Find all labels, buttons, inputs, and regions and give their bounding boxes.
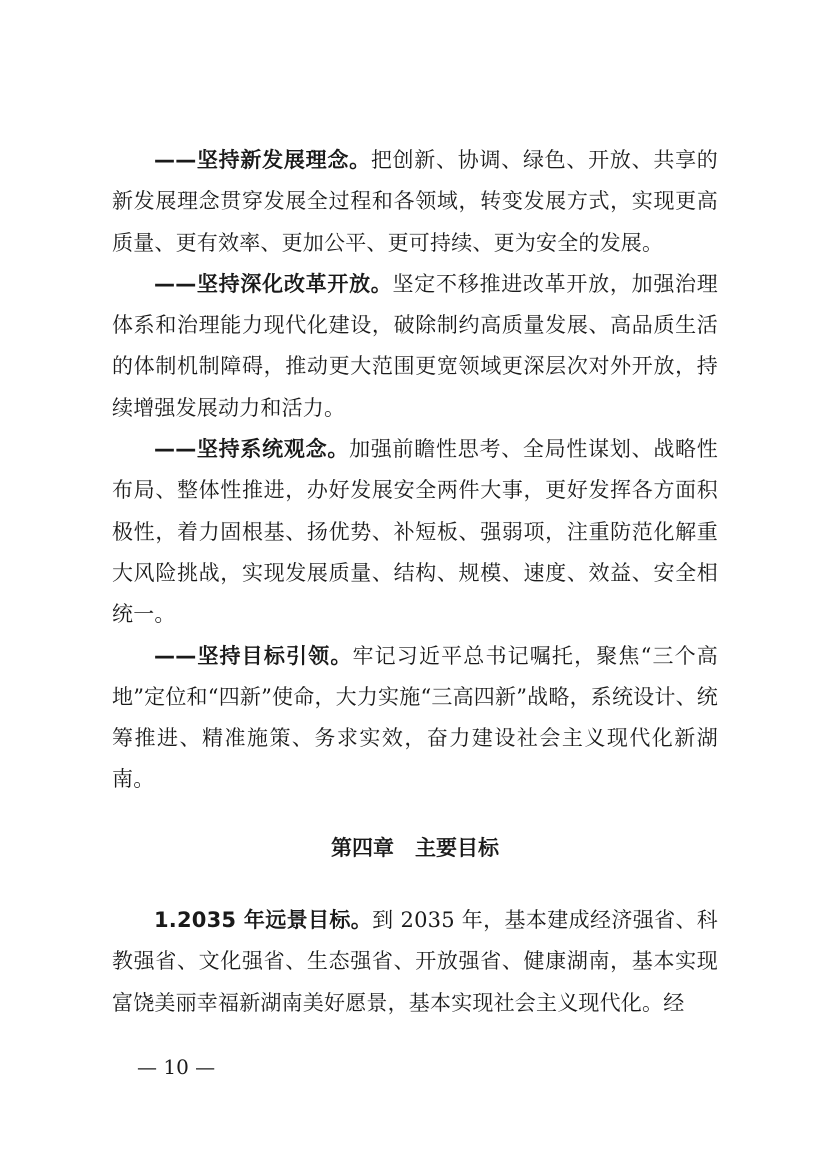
page-number: — 10 — xyxy=(137,1055,216,1079)
principle-text-2: 坚定不移推进改革开放，加强治理体系和治理能力现代化建设，破除制约高质量发展、高品质生活的体制机制障碍，推动更大范围更宽领域更深层次对外开放，持续增强发展动力和活力。 xyxy=(112,271,718,420)
chapter-title: 第四章 主要目标 xyxy=(331,836,499,860)
principle-heading-2: ——坚持深化改革开放。 xyxy=(154,271,393,296)
principle-paragraph-4 xyxy=(112,636,718,801)
document-page xyxy=(112,140,719,1015)
principle-text-3: 加强前瞻性思考、全局性谋划、战略性布局、整体性推进，办好发展安全两件大事，更好发挥各方面积极性，着力固根基、扬优势、补短板、强弱项，注重防范化解重大风险挑战，实现发展质量、结构、规模、速度、效益、安全相统一。 xyxy=(112,437,718,627)
principle-paragraph-2 xyxy=(112,264,718,429)
principle-text-1: 把创新、协调、绿色、开放、共享的新发展理念贯穿发展全过程和各领域，转变发展方式，实现更高质量、更有效率、更加公平、更可持续、更为安全的发展。 xyxy=(112,148,719,255)
principle-text-4: 牢记习近平总书记嘱托，聚焦“三个高地”定位和“四新”使命，大力实施“三高四新”战略，系统设计、统筹推进、精准施策、务求实效，奋力建设社会主义现代化新湖南。 xyxy=(112,643,718,792)
goal-text: 到 2035 年，基本建成经济强省、科教强省、文化强省、生态强省、开放强省、健康湖南，基本实现富饶美丽幸福新湖南美好愿景，基本实现社会主义现代化。经 xyxy=(112,908,719,1015)
principle-paragraph-1 xyxy=(112,140,718,264)
principle-paragraph-3 xyxy=(112,429,718,635)
principle-heading-4: ——坚持目标引领。 xyxy=(154,643,353,668)
goal-heading: 1.2035 年远景目标。 xyxy=(154,908,373,932)
goal-paragraph xyxy=(112,900,718,1024)
goals-section xyxy=(112,900,718,1024)
principle-heading-1: ——坚持新发展理念。 xyxy=(154,148,371,172)
principle-heading-3: ——坚持系统观念。 xyxy=(154,437,350,462)
